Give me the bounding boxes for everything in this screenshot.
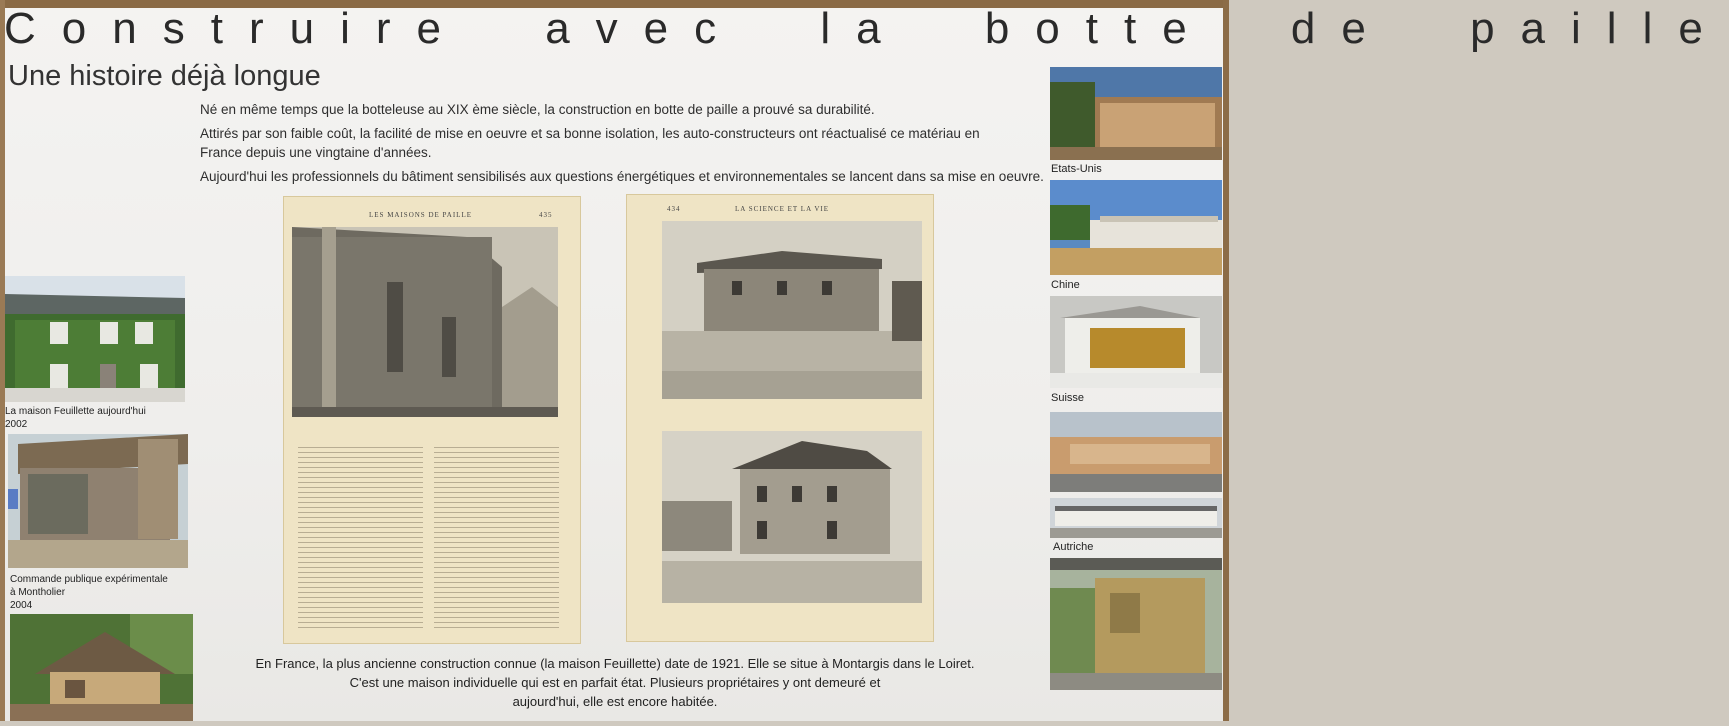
document-left-text-col-1 <box>298 447 423 632</box>
historic-document-right <box>626 194 934 642</box>
caption-maison-feuillette: La maison Feuillette aujourd'hui 2002 <box>5 406 146 430</box>
intro-paragraph-3: Aujourd'hui les professionnels du bâtiment sensibilisés aux questions énergétiques et environnementales se lancent dans sa mise en oeuvre. <box>200 169 1044 184</box>
photo-maison-feuillette <box>5 276 185 402</box>
caption-montholier: Commande publique expérimentale à Montholier 2004 <box>10 574 168 611</box>
photo-chine <box>1050 180 1222 275</box>
caption-etats-unis: Etats-Unis <box>1051 163 1102 175</box>
document-left-text-col-2 <box>434 447 559 632</box>
caption-suisse: Suisse <box>1051 392 1085 404</box>
caption-autriche: Autriche <box>1053 541 1094 553</box>
intro-paragraph-1: Né en même temps que la botteleuse au XIX ème siècle, la construction en botte de paille a prouvé sa durabilité. <box>200 102 875 117</box>
photo-construction-site <box>1050 558 1222 690</box>
document-right-header: LA SCIENCE ET LA VIE <box>735 205 830 213</box>
poster-title: Construire avec la botte de paille <box>4 4 1729 53</box>
caption-chine: Chine <box>1051 279 1080 291</box>
intro-paragraph-2: Attirés par son faible coût, la facilité de mise en oeuvre et sa bonne isolation, les auto-constructeurs ont réactualisé ce matériau en France depuis une vingtaine d'années. <box>200 126 980 160</box>
bottom-paragraph: En France, la plus ancienne construction connue (la maison Feuillette) date de 1921. Elle se situe à Montargis dans le Loiret. C'est une maison individuelle qui est en parfait état. Plusieurs propriétaires y ont demeuré et aujourd'hui, elle est encore habitée. <box>255 656 975 709</box>
historic-document-left <box>283 196 581 644</box>
photo-etats-unis <box>1050 67 1222 160</box>
historic-photo-strawbale-wall <box>292 227 558 417</box>
photo-montholier-construction <box>8 434 188 568</box>
photo-wooden-house <box>10 614 193 721</box>
photo-autriche-long <box>1050 498 1222 538</box>
photo-autriche-building <box>1050 412 1222 492</box>
frame-right-edge <box>1223 0 1229 721</box>
historic-photo-house-construction <box>662 221 922 399</box>
document-left-page-number: 435 <box>539 211 553 219</box>
document-left-header: LES MAISONS DE PAILLE <box>369 211 472 219</box>
photo-suisse <box>1050 296 1222 388</box>
historic-photo-finished-house <box>662 431 922 603</box>
poster-subtitle: Une histoire déjà longue <box>8 60 321 92</box>
document-right-page-number: 434 <box>667 205 681 213</box>
